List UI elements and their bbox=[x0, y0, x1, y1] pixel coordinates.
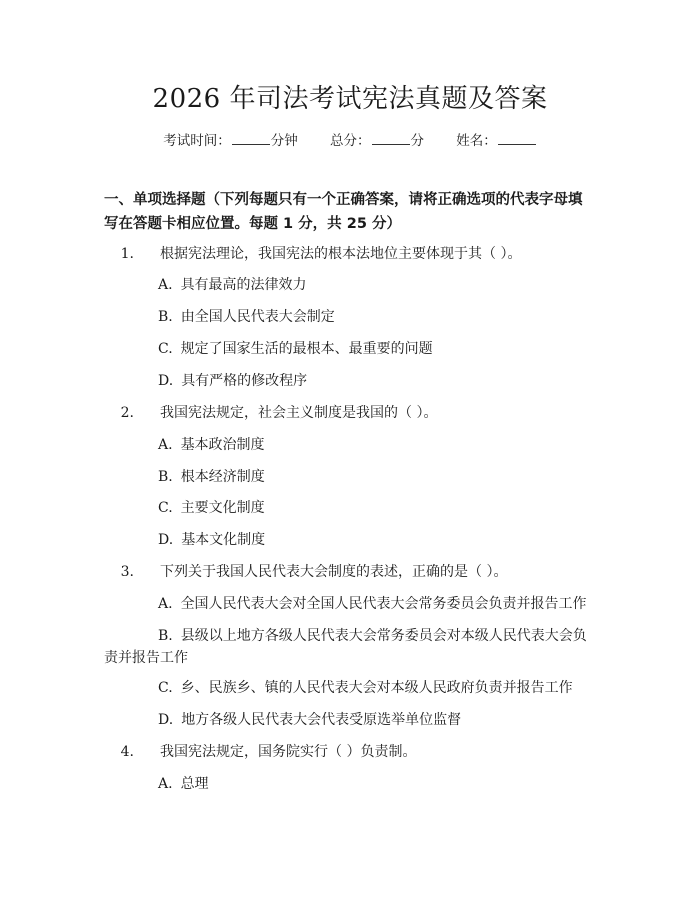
question-3-option-c bbox=[104, 677, 594, 699]
exam-info-row bbox=[0, 130, 700, 151]
name-blank bbox=[498, 130, 536, 145]
question-3 bbox=[104, 561, 594, 583]
option-text: 具有严格的修改程序 bbox=[181, 373, 308, 389]
exam-time-label: 考试时间： bbox=[163, 133, 231, 149]
question-1-option-a bbox=[104, 274, 594, 296]
option-letter: B. bbox=[158, 309, 173, 325]
option-text: 乡、民族乡、镇的人民代表大会对本级人民政府负责并报告工作 bbox=[180, 680, 573, 696]
option-letter: D. bbox=[158, 532, 174, 548]
question-text: 根据宪法理论，我国宪法的根本法地位主要体现于其（ ）。 bbox=[160, 246, 522, 262]
question-3-option-a bbox=[104, 593, 594, 615]
question-number: 1. bbox=[120, 246, 134, 262]
question-2 bbox=[104, 402, 594, 424]
question-text: 我国宪法规定，国务院实行（ ）负责制。 bbox=[160, 744, 417, 760]
question-3-option-d bbox=[104, 709, 594, 731]
question-2-option-c bbox=[104, 497, 594, 519]
option-text: 主要文化制度 bbox=[180, 500, 265, 516]
question-4 bbox=[104, 741, 594, 763]
exam-time-field bbox=[163, 130, 298, 151]
question-3-option-b bbox=[104, 625, 594, 669]
option-letter: A. bbox=[158, 277, 173, 293]
option-text: 由全国人民代表大会制定 bbox=[180, 309, 335, 325]
option-text: 地方各级人民代表大会代表受原选举单位监督 bbox=[181, 712, 462, 728]
option-letter: B. bbox=[158, 469, 173, 485]
question-2-option-b bbox=[104, 466, 594, 488]
question-1-option-b bbox=[104, 306, 594, 328]
total-score-unit: 分 bbox=[410, 133, 424, 149]
option-letter: C. bbox=[158, 341, 173, 357]
question-number: 4. bbox=[120, 744, 134, 760]
option-letter: C. bbox=[158, 680, 173, 696]
name-field bbox=[456, 130, 537, 151]
total-score-blank bbox=[372, 130, 410, 145]
section-heading: 一、单项选择题（下列每题只有一个正确答案，请将正确选项的代表字母填写在答题卡相应位置。每题 1 分，共 25 分） bbox=[104, 192, 583, 232]
option-text: 全国人民代表大会对全国人民代表大会常务委员会负责并报告工作 bbox=[180, 596, 587, 612]
option-letter: A. bbox=[158, 596, 173, 612]
option-letter: D. bbox=[158, 712, 174, 728]
option-text: 基本文化制度 bbox=[181, 532, 266, 548]
question-text: 我国宪法规定，社会主义制度是我国的（ ）。 bbox=[160, 405, 438, 421]
name-label: 姓名： bbox=[456, 133, 497, 149]
option-text: 具有最高的法律效力 bbox=[180, 277, 307, 293]
question-4-option-a bbox=[104, 773, 594, 795]
question-2-option-d bbox=[104, 529, 594, 551]
question-number: 2. bbox=[120, 405, 134, 421]
option-letter: A. bbox=[158, 776, 173, 792]
option-text: 规定了国家生活的最根本、最重要的问题 bbox=[180, 341, 433, 357]
question-text: 下列关于我国人民代表大会制度的表述，正确的是（ ）。 bbox=[160, 564, 508, 580]
option-text: 基本政治制度 bbox=[180, 437, 265, 453]
option-letter: A. bbox=[158, 437, 173, 453]
question-1-option-d bbox=[104, 370, 594, 392]
option-letter: D. bbox=[158, 373, 174, 389]
option-text: 总理 bbox=[180, 776, 209, 792]
total-score-field bbox=[330, 130, 424, 151]
exam-time-unit: 分钟 bbox=[270, 133, 298, 149]
option-letter: C. bbox=[158, 500, 173, 516]
option-letter: B. bbox=[158, 628, 173, 644]
exam-time-blank bbox=[232, 130, 270, 145]
question-1-option-c bbox=[104, 338, 594, 360]
question-number: 3. bbox=[120, 564, 134, 580]
question-2-option-a bbox=[104, 434, 594, 456]
page-title: 2026 年司法考试宪法真题及答案 bbox=[152, 84, 548, 114]
option-text: 县级以上地方各级人民代表大会常务委员会对本级人民代表大会负责并报告工作 bbox=[104, 628, 587, 666]
total-score-label: 总分： bbox=[330, 133, 371, 149]
question-1 bbox=[104, 243, 594, 265]
option-text: 根本经济制度 bbox=[180, 469, 265, 485]
